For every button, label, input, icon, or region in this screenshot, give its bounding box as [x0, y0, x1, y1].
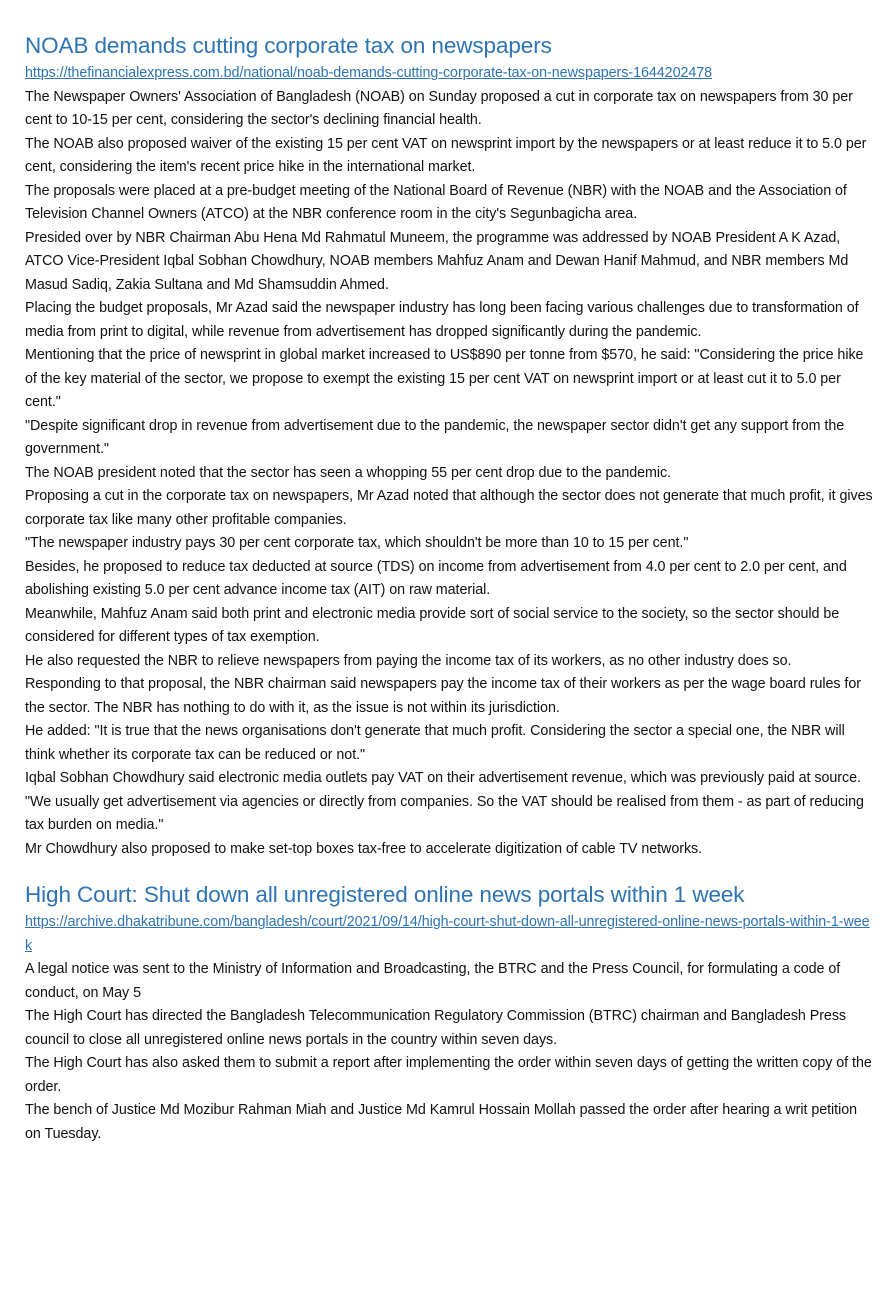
- paragraph: Iqbal Sobhan Chowdhury said electronic media outlets pay VAT on their advertisement revenue, which was previously paid at source.: [25, 770, 861, 786]
- paragraph: He added: "It is true that the news organisations don't generate that much profit. Considering the sector a special one, the NBR will think whether its corporate tax can be reduced or not.": [25, 723, 845, 763]
- paragraph: Mentioning that the price of newsprint in global market increased to US$890 per tonne from $570, he said: "Considering the price hike of the key material of the sector, we propose to exempt the existing 15 per cent VAT on newsprint import or at least cut it to 5.0 per cent.": [25, 347, 864, 410]
- paragraph: Mr Chowdhury also proposed to make set-top boxes tax-free to accelerate digitization of cable TV networks.: [25, 840, 703, 857]
- paragraph: Presided over by NBR Chairman Abu Hena Md Rahmatul Muneem, the programme was addressed by NOAB President A K Azad, ATCO Vice-President Iqbal Sobhan Chowdhury, NOAB members Mahfuz Anam and Dewan Hanif Mahmud, and NBR members Md Masud Sadiq, Zakia Sultana and Md Shamsuddin Ahmed.: [25, 229, 849, 293]
- paragraph: Meanwhile, Mahfuz Anam said both print and electronic media provide sort of social service to the society, so the sector should be considered for different types of tax exemption.: [25, 605, 840, 645]
- paragraph: The NOAB also proposed waiver of the existing 15 per cent VAT on newsprint import by the newspapers or at least reduce it to 5.0 per cent, considering the item's recent price hike in the international market.: [25, 135, 867, 175]
- paragraph: The NOAB president noted that the sector has seen a whopping 55 per cent drop due to the pandemic.: [25, 464, 672, 481]
- paragraph: Besides, he proposed to reduce tax deducted at source (TDS) on income from advertisement from 4.0 per cent to 2.0 per cent, and abolishing existing 5.0 per cent advance income tax (AIT) on raw material.: [25, 558, 847, 598]
- paragraph: The High Court has also asked them to submit a report after implementing the order within seven days of getting the written copy of the order.: [25, 1055, 872, 1095]
- article-source-link[interactable]: https://archive.dhakatribune.com/bangladesh/court/2021/09/14/high-court-shut-down-all-unregistered-online-news-portals-within-1-week: [25, 914, 870, 954]
- document-page: [25, 30, 875, 1146]
- paragraph: The Newspaper Owners' Association of Bangladesh (NOAB) on Sunday proposed a cut in corporate tax on newspapers from 30 per cent to 10-15 per cent, considering the sector's declining financial health.: [25, 88, 853, 128]
- paragraph: He also requested the NBR to relieve newspapers from paying the income tax of its workers, as no other industry does so.: [25, 652, 792, 669]
- paragraph: "The newspaper industry pays 30 per cent corporate tax, which shouldn't be more than 10 to 15 per cent.": [25, 535, 689, 551]
- paragraph: Proposing a cut in the corporate tax on newspapers, Mr Azad noted that although the sector does not generate that much profit, it gives corporate tax like many other profitable companies.: [25, 488, 873, 528]
- paragraph: Placing the budget proposals, Mr Azad said the newspaper industry has long been facing various challenges due to transformation of media from print to digital, while revenue from advertisement has dropped significantly during the pandemic.: [25, 300, 859, 340]
- paragraph: "Despite significant drop in revenue from advertisement due to the pandemic, the newspaper sector didn't get any support from the government.": [25, 417, 845, 457]
- paragraph: A legal notice was sent to the Ministry of Information and Broadcasting, the BTRC and the Press Council, for formulating a code of conduct, on May 5: [25, 961, 841, 1001]
- article-title: High Court: Shut down all unregistered online news portals within 1 week: [25, 882, 745, 907]
- article-high-court: [25, 879, 875, 1146]
- article-source-link[interactable]: https://thefinancialexpress.com.bd/national/noab-demands-cutting-corporate-tax-on-newspapers-1644202478: [25, 65, 713, 81]
- article-title: NOAB demands cutting corporate tax on newspapers: [25, 33, 552, 58]
- paragraph: "We usually get advertisement via agencies or directly from companies. So the VAT should be realised from them - as part of reducing tax burden on media.": [25, 793, 864, 833]
- paragraph: Responding to that proposal, the NBR chairman said newspapers pay the income tax of their workers as per the wage board rules for the sector. The NBR has nothing to do with it, as the issue is not within its jurisdiction.: [25, 676, 861, 716]
- paragraph: The proposals were placed at a pre-budget meeting of the National Board of Revenue (NBR) with the NOAB and the Association of Television Channel Owners (ATCO) at the NBR conference room in the city's Segunbagicha area.: [25, 182, 847, 222]
- article-noab: [25, 30, 875, 861]
- paragraph: The bench of Justice Md Mozibur Rahman Miah and Justice Md Kamrul Hossain Mollah passed the order after hearing a writ petition on Tuesday.: [25, 1102, 858, 1142]
- paragraph: The High Court has directed the Bangladesh Telecommunication Regulatory Commission (BTRC) chairman and Bangladesh Press council to close all unregistered online news portals in the country within seven days.: [25, 1008, 847, 1048]
